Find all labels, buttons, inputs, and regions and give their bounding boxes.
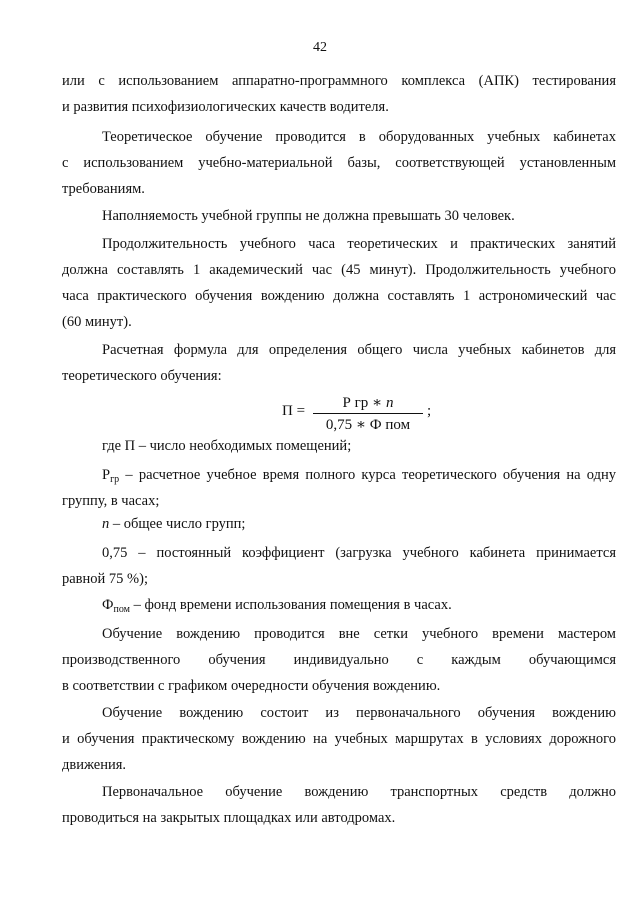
text-line — [62, 462, 616, 488]
text-line: Расчетная формула для определения общего числа учебных кабинетов для — [102, 342, 616, 358]
text-line: Первоначальное обучение вождению транспортных средств должно — [102, 784, 616, 800]
symbol-n: n — [102, 516, 110, 532]
formula-numerator-main: Р гр — [342, 395, 373, 411]
paragraph-driving-training — [62, 621, 616, 699]
def-pgr-text: – расчетное учебное время полного курса теоретического обучения на одну — [119, 467, 616, 483]
paragraph-def-n — [62, 511, 616, 537]
text-line: Теоретическое обучение проводится в оборудованных учебных кабинетах — [102, 129, 616, 145]
symbol-p-subscript: гр — [110, 474, 120, 485]
text-line: где П – число необходимых помещений; — [102, 438, 352, 454]
text-line: с использованием учебно-материальной базы, соответствующей установленным — [62, 155, 616, 171]
text-line: группу, в часах; — [62, 493, 160, 509]
text-line: Продолжительность учебного часа теоретических и практических занятий — [102, 236, 616, 252]
paragraph-formula-intro — [62, 337, 616, 389]
formula-lhs: П = — [282, 403, 306, 419]
symbol-p: Р — [102, 467, 111, 483]
paragraph-apk-testing — [62, 68, 616, 120]
paragraph-hour-duration — [62, 231, 616, 335]
paragraph-theory-training — [62, 124, 616, 202]
paragraph-def-p — [62, 433, 616, 459]
text-line: и обучения практическому вождению на учебных маршрутах в условиях дорожного — [62, 731, 616, 747]
paragraph-initial-driving — [62, 779, 616, 831]
formula-numerator — [313, 394, 423, 412]
text-line: или с использованием аппаратно-программного комплекса (АПК) тестирования — [62, 73, 616, 89]
text-line: должна составлять 1 академический час (45 минут). Продолжительность учебного — [62, 262, 616, 278]
text-line: требованиям. — [62, 181, 145, 197]
text-line: движения. — [62, 757, 127, 773]
text-line: Обучение вождению состоит из первоначального обучения вождению — [102, 705, 616, 721]
paragraph-def-pgr — [62, 462, 616, 514]
text-line: производственного обучения индивидуально с каждым обучающимся — [62, 652, 616, 668]
formula-numerator-var: n — [382, 395, 394, 411]
formula-numerator-op: ∗ — [372, 395, 383, 411]
text-line: равной 75 %); — [62, 571, 148, 587]
text-line: Наполняемость учебной группы не должна превышать 30 человек. — [102, 208, 515, 224]
text-line: теоретического обучения: — [62, 368, 222, 384]
page-number: 42 — [313, 40, 327, 55]
paragraph-def-fpom — [62, 592, 616, 618]
text-line — [62, 592, 616, 618]
symbol-f-subscript: пом — [113, 604, 130, 615]
formula-terminator: ; — [427, 403, 432, 419]
formula-denominator: 0,75 ∗ Ф пом — [325, 417, 411, 433]
def-n-text: – общее число групп; — [109, 516, 246, 532]
fraction-bar — [313, 413, 423, 414]
text-line — [62, 511, 616, 537]
text-line: Обучение вождению проводится вне сетки учебного времени мастером — [102, 626, 616, 642]
text-line: часа практического обучения вождению должна составлять 1 астрономический час — [62, 288, 616, 304]
text-line: и развития психофизиологических качеств водителя. — [62, 99, 389, 115]
formula-fraction — [313, 394, 423, 434]
text-line: 0,75 – постоянный коэффициент (загрузка учебного кабинета принимается — [102, 545, 616, 561]
text-line: (60 минут). — [62, 314, 132, 330]
paragraph-driving-stages — [62, 700, 616, 778]
paragraph-def-coef — [62, 540, 616, 592]
text-line: в соответствии с графиком очередности обучения вождению. — [62, 678, 441, 694]
text-line: проводиться на закрытых площадках или автодромах. — [62, 810, 396, 826]
def-fpom-text: – фонд времени использования помещения в часах. — [129, 597, 452, 613]
paragraph-group-size — [62, 203, 616, 229]
symbol-f: Ф — [102, 597, 114, 613]
